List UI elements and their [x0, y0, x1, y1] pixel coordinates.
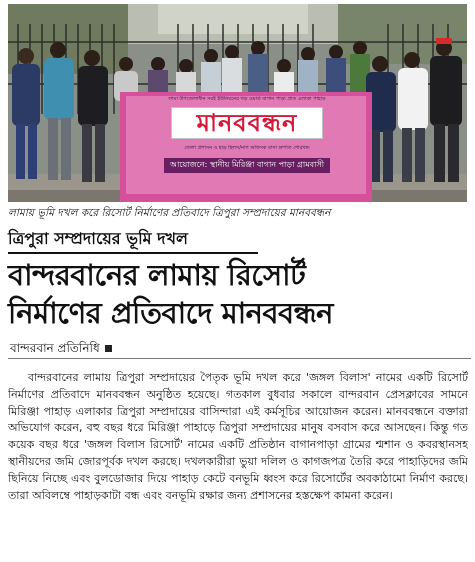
banner-bottom-line: জেলা প্রশাসন ও হাড় হিলস/নাগ অফিসক বাসা দ্রুপতি শোরখন্ড	[184, 145, 310, 151]
headline-line-2: নির্মাণের প্রতিবাদে মানববন্ধন	[8, 296, 333, 330]
banner-organizer: আয়োজনে: স্থানীয় মিরিঞ্জা বাগান পাড়া গ্রামবাসী	[164, 158, 330, 173]
protest-banner	[126, 96, 368, 173]
banner-title: মানববন্ধন	[171, 107, 323, 139]
article-paragraph: বান্দরবানের লামায় ত্রিপুরা সম্প্রদায়ের পৈতৃক ভূমি দখল করে 'জঙ্গল বিলাস' নামের একটি রিসোর্ট নির্মাণের প্রতিবাদে মানববন্ধন অনুষ্ঠিত হয়েছে। গতকাল বুধবার সকালে বান্দরবান প্রেসক্লাবের সামনে মিরিঞ্জা পাহাড় এলাকার ত্রিপুরা সম্প্রদায়ের বাসিন্দারা এই কর্মসূচির আয়োজন করেন। মানববন্ধনে বক্তারা অভিযোগ করেন, বহু বছর ধরে মিরিঞ্জা পাহাড়ে ত্রিপুরা সম্প্রদায়ের মানুষ বসবাস করে আসছেন। কিন্তু গত কয়েক বছর ধরে 'জঙ্গল বিলাস রিসোর্ট' নামের একটি প্রতিষ্ঠান বাগানপাড়া গ্রামের শ্মশান ও কবরস্থানসহ স্থানীয়দের জমি জোরপূর্বক দখল করছে। দখলকারীরা ভুয়া দলিল ও কাগজপত্র তৈরি করে পাহাড়িদের জমি ছিনিয়ে নিচ্ছে এবং বুলডোজার দিয়ে পাহাড় কেটে বনভূমি ধ্বংস করে রিসোর্টের অবকাঠামো নির্মাণ করছে। তারা অবিলম্বে পাহাড়কাটা বন্ধ এবং বনভূমি রক্ষার জন্য প্রশাসনের হস্তক্ষেপ কামনা করেন।	[8, 371, 468, 502]
headline	[8, 256, 468, 332]
banner-top-line: লামা উপজেলাধীন সরই ইউনিয়নের খড় ওয়ার্ড বাগান পাড়া প্রাক এলাকা পাহাড়	[168, 96, 326, 102]
byline-divider	[8, 358, 471, 359]
byline	[10, 340, 112, 360]
kicker-underline	[8, 252, 258, 254]
headline-line-1: বান্দরবানের লামায় রিসোর্ট	[8, 258, 306, 292]
kicker-heading: ত্রিপুরা সম্প্রদায়ের ভূমি দখল	[8, 229, 188, 248]
byline-text: বান্দরবান প্রতিনিধি	[10, 341, 100, 355]
article-body	[8, 370, 468, 558]
photo-caption: লামায় ভূমি দখল করে রিসোর্ট নির্মাণের প্রতিবাদে ত্রিপুরা সম্প্রদায়ের মানববন্ধন	[8, 207, 331, 219]
byline-square-icon	[105, 345, 112, 352]
news-photo	[8, 4, 467, 202]
